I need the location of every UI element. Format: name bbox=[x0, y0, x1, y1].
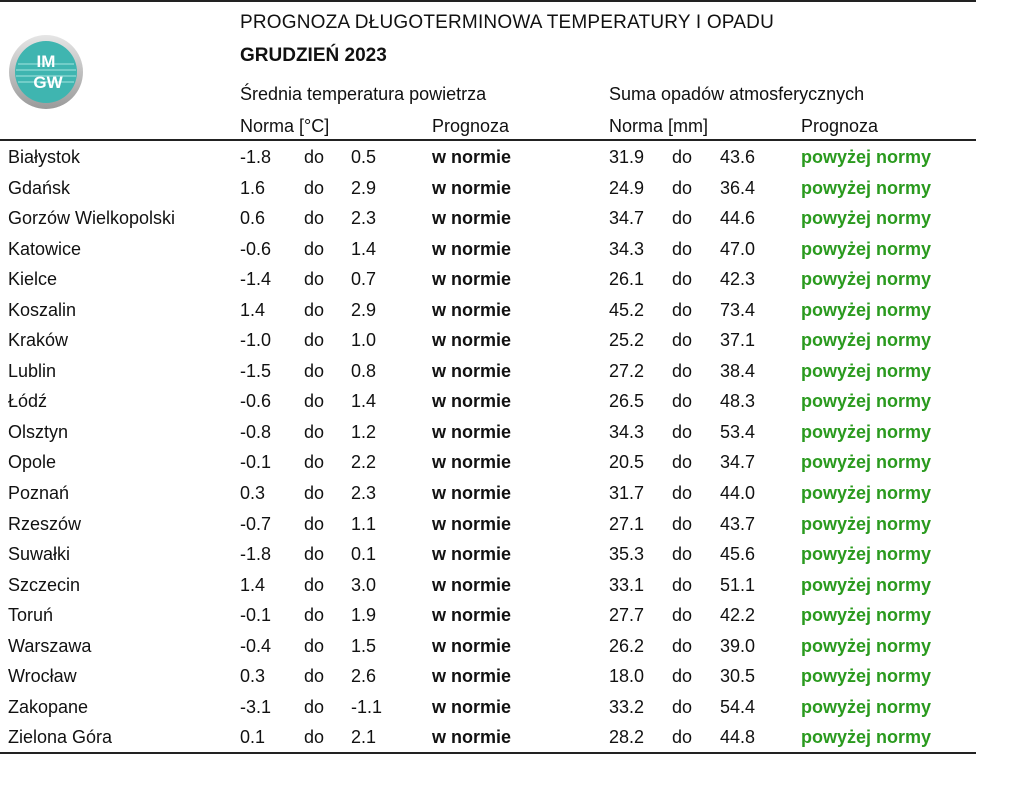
precip-norm-from: 45.2 bbox=[609, 299, 645, 320]
precip-forecast: powyżej normy bbox=[801, 544, 932, 565]
temp-norm-separator: do bbox=[304, 299, 325, 320]
precip-norm-from: 26.5 bbox=[609, 391, 645, 412]
city-name: Zakopane bbox=[8, 696, 89, 717]
precip-norm-to: 44.8 bbox=[720, 727, 756, 748]
temp-forecast: w normie bbox=[432, 208, 512, 229]
temp-norm-from: 0.1 bbox=[240, 727, 266, 748]
table-row bbox=[0, 174, 976, 205]
temp-norm-separator: do bbox=[304, 666, 325, 687]
svg-text:GW: GW bbox=[33, 73, 63, 92]
precip-norm-to: 42.3 bbox=[720, 269, 756, 290]
temp-forecast-header: Prognoza bbox=[432, 116, 510, 136]
precip-norm-from: 27.1 bbox=[609, 513, 645, 534]
precip-norm-to: 34.7 bbox=[720, 452, 756, 473]
precip-norm-to: 39.0 bbox=[720, 635, 756, 656]
temp-norm-from: 0.3 bbox=[240, 483, 266, 504]
precip-norm-to: 38.4 bbox=[720, 360, 756, 381]
precip-forecast: powyżej normy bbox=[801, 330, 932, 351]
precip-norm-to: 54.4 bbox=[720, 696, 756, 717]
city-name: Katowice bbox=[8, 238, 82, 259]
city-name: Kielce bbox=[8, 269, 58, 290]
temp-norm-from: 1.4 bbox=[240, 574, 266, 595]
precip-norm-separator: do bbox=[672, 147, 693, 167]
temp-forecast: w normie bbox=[432, 513, 512, 534]
temp-forecast: w normie bbox=[432, 238, 512, 259]
temp-forecast: w normie bbox=[432, 605, 512, 626]
city-name: Koszalin bbox=[8, 299, 77, 320]
temp-forecast: w normie bbox=[432, 452, 512, 473]
precip-norm-to: 37.1 bbox=[720, 330, 756, 351]
temp-norm-to: 0.8 bbox=[351, 360, 377, 381]
precip-norm-from: 33.2 bbox=[609, 696, 645, 717]
temperature-section-heading: Średnia temperatura powietrza bbox=[240, 84, 487, 104]
temp-norm-from: -0.6 bbox=[240, 391, 272, 412]
precip-forecast: powyżej normy bbox=[801, 605, 932, 626]
table-row bbox=[0, 632, 976, 663]
precip-norm-to: 36.4 bbox=[720, 177, 756, 198]
temp-norm-from: -1.8 bbox=[240, 544, 272, 565]
temp-norm-to: 2.2 bbox=[351, 452, 377, 473]
temp-norm-from: 1.6 bbox=[240, 177, 266, 198]
precip-forecast: powyżej normy bbox=[801, 666, 932, 687]
precip-norm-separator: do bbox=[672, 208, 693, 229]
temp-forecast: w normie bbox=[432, 483, 512, 504]
temp-norm-separator: do bbox=[304, 360, 325, 381]
temp-forecast: w normie bbox=[432, 696, 512, 717]
temp-norm-to: 2.9 bbox=[351, 177, 377, 198]
temp-norm-from: -0.6 bbox=[240, 238, 272, 259]
table-row bbox=[0, 540, 976, 571]
precip-norm-separator: do bbox=[672, 299, 693, 320]
temp-norm-to: 0.5 bbox=[351, 147, 377, 167]
precip-norm-from: 33.1 bbox=[609, 574, 645, 595]
precip-norm-to: 42.2 bbox=[720, 605, 756, 626]
precip-norm-separator: do bbox=[672, 574, 693, 595]
temp-forecast: w normie bbox=[432, 147, 512, 167]
precip-norm-to: 45.6 bbox=[720, 544, 756, 565]
table-row bbox=[0, 387, 976, 418]
city-name: Lublin bbox=[8, 360, 57, 381]
precip-norm-separator: do bbox=[672, 635, 693, 656]
precip-norm-from: 25.2 bbox=[609, 330, 645, 351]
temp-norm-to: 1.4 bbox=[351, 391, 377, 412]
table-row bbox=[0, 326, 976, 357]
table-row bbox=[0, 693, 976, 724]
city-name: Gdańsk bbox=[8, 177, 71, 198]
precip-norm-to: 44.6 bbox=[720, 208, 756, 229]
temp-norm-to: 1.0 bbox=[351, 330, 377, 351]
precip-norm-to: 43.6 bbox=[720, 147, 756, 167]
temp-norm-from: -1.5 bbox=[240, 360, 272, 381]
temp-norm-from: -1.0 bbox=[240, 330, 272, 351]
temp-forecast: w normie bbox=[432, 666, 512, 687]
table-row bbox=[0, 357, 976, 388]
temp-norm-separator: do bbox=[304, 544, 325, 565]
temp-norm-to: 2.3 bbox=[351, 208, 377, 229]
temp-norm-to: 2.6 bbox=[351, 666, 377, 687]
precip-norm-to: 47.0 bbox=[720, 238, 756, 259]
table-row bbox=[0, 418, 976, 449]
precip-forecast: powyżej normy bbox=[801, 299, 932, 320]
table-row bbox=[0, 296, 976, 327]
precip-forecast: powyżej normy bbox=[801, 391, 932, 412]
temp-norm-from: 0.3 bbox=[240, 666, 266, 687]
temp-norm-from: -0.4 bbox=[240, 635, 272, 656]
temp-norm-from: -3.1 bbox=[240, 696, 272, 717]
table-row bbox=[0, 510, 976, 541]
table-row bbox=[0, 265, 976, 296]
temp-norm-from: 1.4 bbox=[240, 299, 266, 320]
precip-forecast: powyżej normy bbox=[801, 147, 932, 167]
temp-norm-from: -0.8 bbox=[240, 421, 272, 442]
temp-norm-to: 2.3 bbox=[351, 483, 377, 504]
precip-norm-from: 26.2 bbox=[609, 635, 645, 656]
precip-forecast: powyżej normy bbox=[801, 452, 932, 473]
precip-norm-from: 34.3 bbox=[609, 238, 645, 259]
precip-forecast: powyżej normy bbox=[801, 269, 932, 290]
table-row bbox=[0, 662, 976, 693]
temp-forecast: w normie bbox=[432, 177, 512, 198]
temp-norm-separator: do bbox=[304, 421, 325, 442]
precip-norm-header: Norma [mm] bbox=[609, 116, 708, 136]
precip-norm-separator: do bbox=[672, 513, 693, 534]
temp-norm-separator: do bbox=[304, 513, 325, 534]
table-row bbox=[0, 143, 976, 174]
temp-norm-from: -1.4 bbox=[240, 269, 272, 290]
precipitation-section-heading: Suma opadów atmosferycznych bbox=[609, 84, 865, 104]
precip-forecast: powyżej normy bbox=[801, 574, 932, 595]
precip-norm-to: 44.0 bbox=[720, 483, 756, 504]
temp-forecast: w normie bbox=[432, 574, 512, 595]
precip-forecast: powyżej normy bbox=[801, 727, 932, 748]
temp-norm-to: 2.9 bbox=[351, 299, 377, 320]
precip-norm-to: 73.4 bbox=[720, 299, 756, 320]
table-row bbox=[0, 723, 976, 754]
city-name: Wrocław bbox=[8, 666, 77, 687]
precip-norm-from: 20.5 bbox=[609, 452, 645, 473]
precip-norm-separator: do bbox=[672, 727, 693, 748]
temp-norm-to: 3.0 bbox=[351, 574, 377, 595]
city-name: Olsztyn bbox=[8, 421, 69, 442]
table-row bbox=[0, 571, 976, 602]
table-row bbox=[0, 448, 976, 479]
temp-forecast: w normie bbox=[432, 269, 512, 290]
temp-norm-to: 0.7 bbox=[351, 269, 377, 290]
precip-norm-to: 53.4 bbox=[720, 421, 756, 442]
precip-norm-to: 48.3 bbox=[720, 391, 756, 412]
precip-norm-separator: do bbox=[672, 269, 693, 290]
table-row bbox=[0, 204, 976, 235]
precip-forecast-header: Prognoza bbox=[801, 116, 879, 136]
precip-norm-from: 35.3 bbox=[609, 544, 645, 565]
precip-norm-separator: do bbox=[672, 544, 693, 565]
temp-norm-from: -0.7 bbox=[240, 513, 272, 534]
precip-norm-from: 31.9 bbox=[609, 147, 645, 167]
temp-norm-separator: do bbox=[304, 177, 325, 198]
table-row bbox=[0, 601, 976, 632]
city-name: Opole bbox=[8, 452, 57, 473]
temp-norm-to: 1.5 bbox=[351, 635, 377, 656]
forecast-table bbox=[0, 143, 976, 754]
precip-forecast: powyżej normy bbox=[801, 208, 932, 229]
precip-norm-from: 27.2 bbox=[609, 360, 645, 381]
temp-forecast: w normie bbox=[432, 421, 512, 442]
temp-norm-separator: do bbox=[304, 147, 325, 167]
top-rule bbox=[0, 0, 976, 2]
temp-forecast: w normie bbox=[432, 299, 512, 320]
precip-forecast: powyżej normy bbox=[801, 177, 932, 198]
temp-norm-separator: do bbox=[304, 452, 325, 473]
temp-forecast: w normie bbox=[432, 635, 512, 656]
precip-forecast: powyżej normy bbox=[801, 360, 932, 381]
city-name: Kraków bbox=[8, 330, 69, 351]
precip-norm-from: 24.9 bbox=[609, 177, 645, 198]
svg-text:IM: IM bbox=[36, 52, 56, 71]
temp-norm-separator: do bbox=[304, 483, 325, 504]
temp-norm-to: -1.1 bbox=[351, 696, 383, 717]
precip-forecast: powyżej normy bbox=[801, 238, 932, 259]
city-name: Rzeszów bbox=[8, 513, 82, 534]
precip-norm-from: 34.3 bbox=[609, 421, 645, 442]
precip-norm-separator: do bbox=[672, 391, 693, 412]
city-name: Gorzów Wielkopolski bbox=[8, 208, 176, 229]
header-rule bbox=[0, 139, 976, 141]
city-name: Suwałki bbox=[8, 544, 71, 565]
precip-forecast: powyżej normy bbox=[801, 421, 932, 442]
precip-norm-from: 28.2 bbox=[609, 727, 645, 748]
precip-forecast: powyżej normy bbox=[801, 696, 932, 717]
precip-forecast: powyżej normy bbox=[801, 513, 932, 534]
temp-norm-separator: do bbox=[304, 269, 325, 290]
temp-forecast: w normie bbox=[432, 391, 512, 412]
bottom-rule bbox=[0, 752, 976, 754]
precip-norm-separator: do bbox=[672, 238, 693, 259]
temp-norm-from: -0.1 bbox=[240, 605, 272, 626]
precip-norm-to: 43.7 bbox=[720, 513, 756, 534]
city-name: Toruń bbox=[8, 605, 54, 626]
table-row bbox=[0, 479, 976, 510]
temp-forecast: w normie bbox=[432, 544, 512, 565]
city-name: Zielona Góra bbox=[8, 727, 113, 748]
temp-norm-separator: do bbox=[304, 696, 325, 717]
temp-forecast: w normie bbox=[432, 330, 512, 351]
temp-norm-from: 0.6 bbox=[240, 208, 266, 229]
temp-norm-separator: do bbox=[304, 605, 325, 626]
city-name: Poznań bbox=[8, 483, 70, 504]
temp-forecast: w normie bbox=[432, 360, 512, 381]
precip-forecast: powyżej normy bbox=[801, 635, 932, 656]
page-title: PROGNOZA DŁUGOTERMINOWA TEMPERATURY I OPADU bbox=[240, 12, 774, 33]
temp-norm-separator: do bbox=[304, 391, 325, 412]
precip-norm-separator: do bbox=[672, 666, 693, 687]
temp-norm-separator: do bbox=[304, 727, 325, 748]
city-name: Łódź bbox=[8, 391, 48, 412]
temp-norm-header: Norma [°C] bbox=[240, 116, 330, 136]
table-row bbox=[0, 235, 976, 266]
temp-norm-separator: do bbox=[304, 635, 325, 656]
precip-norm-separator: do bbox=[672, 177, 693, 198]
temp-norm-separator: do bbox=[304, 330, 325, 351]
temp-norm-from: -1.8 bbox=[240, 147, 272, 167]
temp-norm-to: 2.1 bbox=[351, 727, 377, 748]
precip-norm-from: 34.7 bbox=[609, 208, 645, 229]
temp-norm-to: 1.2 bbox=[351, 421, 377, 442]
precip-norm-separator: do bbox=[672, 483, 693, 504]
city-name: Szczecin bbox=[8, 574, 81, 595]
city-name: Warszawa bbox=[8, 635, 92, 656]
imgw-logo bbox=[8, 34, 84, 110]
temp-norm-to: 1.9 bbox=[351, 605, 377, 626]
imgw-logo-icon bbox=[8, 34, 84, 110]
precip-norm-separator: do bbox=[672, 605, 693, 626]
temp-norm-separator: do bbox=[304, 208, 325, 229]
precip-norm-separator: do bbox=[672, 421, 693, 442]
temp-forecast: w normie bbox=[432, 727, 512, 748]
temp-norm-to: 1.4 bbox=[351, 238, 377, 259]
precip-forecast: powyżej normy bbox=[801, 483, 932, 504]
precip-norm-from: 18.0 bbox=[609, 666, 645, 687]
city-name: Białystok bbox=[8, 147, 81, 167]
precip-norm-separator: do bbox=[672, 360, 693, 381]
precip-norm-separator: do bbox=[672, 452, 693, 473]
precip-norm-separator: do bbox=[672, 330, 693, 351]
temp-norm-separator: do bbox=[304, 238, 325, 259]
precip-norm-from: 26.1 bbox=[609, 269, 645, 290]
precip-norm-from: 27.7 bbox=[609, 605, 645, 626]
temp-norm-to: 0.1 bbox=[351, 544, 377, 565]
page-subtitle: GRUDZIEŃ 2023 bbox=[240, 45, 387, 66]
precip-norm-to: 51.1 bbox=[720, 574, 756, 595]
temp-norm-separator: do bbox=[304, 574, 325, 595]
precip-norm-from: 31.7 bbox=[609, 483, 645, 504]
precip-norm-separator: do bbox=[672, 696, 693, 717]
precip-norm-to: 30.5 bbox=[720, 666, 756, 687]
temp-norm-to: 1.1 bbox=[351, 513, 377, 534]
temp-norm-from: -0.1 bbox=[240, 452, 272, 473]
